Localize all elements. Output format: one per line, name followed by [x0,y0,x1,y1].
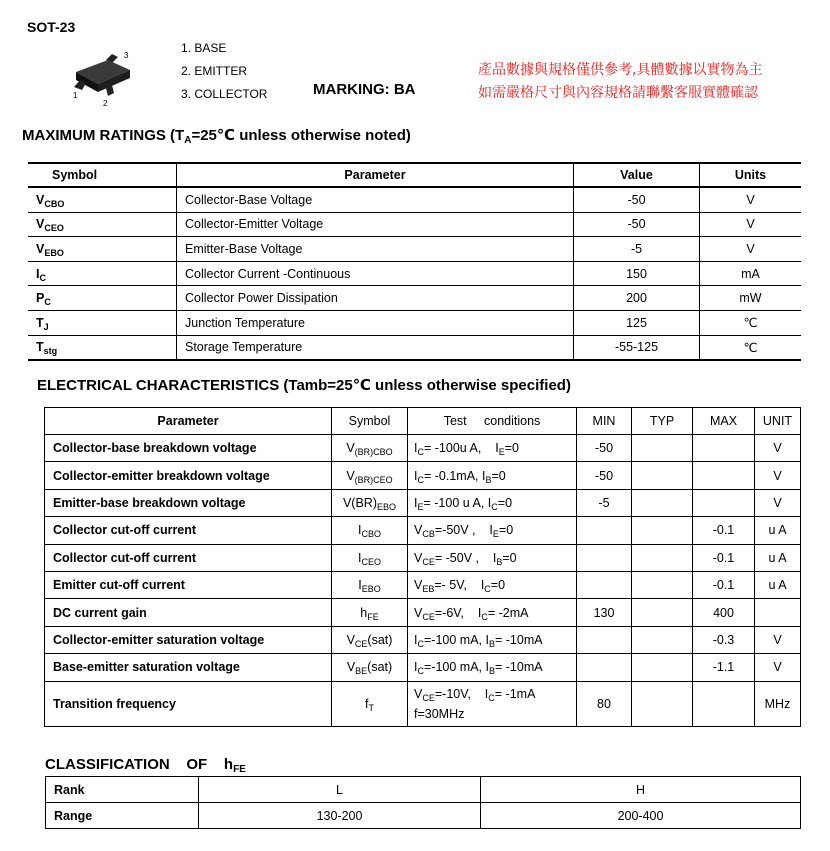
max-cell: -0.1 [693,517,755,544]
parameter-cell: Collector-Base Voltage [177,187,574,212]
cond-value: = -10mA [494,632,543,647]
unit-cell: V [700,187,802,212]
unit-cell: mA [700,261,802,286]
symbol-subscript: (BR)CEO [354,474,393,485]
table-row [28,212,801,237]
package-title: SOT-23 [27,19,76,35]
range-l: 130-200 [199,803,481,829]
symbol-cell [332,517,408,544]
unit-cell: V [755,489,801,516]
unit-cell: V [755,654,801,681]
symbol-text: V [36,192,45,207]
cond-value: =-6V, [434,605,478,620]
table-row [45,435,801,462]
symbol-text: f [365,696,369,711]
typ-cell [632,435,693,462]
parameter-cell: Base-emitter saturation voltage [45,654,332,681]
symbol-text: V [36,241,45,256]
value-cell: 125 [574,310,700,335]
symbol-cell [28,335,177,360]
parameter-cell: Transition frequency [45,681,332,726]
value-cell: -55-125 [574,335,700,360]
min-cell: -50 [577,435,632,462]
max-cell: -0.1 [693,544,755,571]
table-row [28,310,801,335]
table-row [28,261,801,286]
cond-subscript: C [481,611,488,622]
typ-cell [632,489,693,516]
symbol-cell [332,571,408,598]
pin-1-label: 1 [73,91,78,100]
cond-subscript: CE [422,611,435,622]
cond-subscript: CE [422,556,435,567]
parameter-cell: DC current gain [45,599,332,626]
symbol-text: h [360,605,368,620]
cond-value: = -50V , [434,550,493,565]
table-row [45,599,801,626]
symbol-subscript: stg [43,346,58,357]
header-symbol: Symbol [332,408,408,435]
parameter-cell: Emitter-base breakdown voltage [45,489,332,516]
symbol-subscript: CEO [361,556,381,567]
parameter-cell: Collector Current -Continuous [177,261,574,286]
max-ratings-body [28,187,801,360]
cond-symbol: I [489,523,493,538]
cond-subscript: C [491,501,498,512]
cond-value: =0 [504,441,519,456]
symbol-cell [332,462,408,489]
unit-cell: ℃ [700,310,802,335]
symbol-cell [332,654,408,681]
min-cell [577,544,632,571]
cond-symbol: V [414,550,423,565]
cond-symbol: V [414,605,423,620]
table-row [45,626,801,653]
table-row [28,237,801,262]
parameter-cell: Junction Temperature [177,310,574,335]
cond-symbol: I [485,660,489,675]
conditions-cell [408,626,577,653]
cond-subscript: E [417,501,424,512]
cond-value: =0 [490,578,506,593]
cond-value: =-100 mA, [423,660,486,675]
unit-cell: u A [755,544,801,571]
parameter-cell: Emitter cut-off current [45,571,332,598]
symbol-cell [332,681,408,726]
sot23-package-icon [68,46,148,108]
cond-subscript: E [492,529,499,540]
unit-cell: V [700,237,802,262]
symbol-text: V [346,660,356,675]
min-cell: -5 [577,489,632,516]
cond-value: =-10V, [434,686,485,701]
parameter-cell: Collector-base breakdown voltage [45,435,332,462]
symbol-cell [28,286,177,311]
unit-cell [755,599,801,626]
cond-value: = -0.1mA, [423,468,482,483]
header-typ: TYP [632,408,693,435]
cond-subscript: C [417,638,424,649]
symbol-cell [28,237,177,262]
max-cell [693,681,755,726]
symbol-text: V [346,468,355,483]
conditions-cell [408,517,577,544]
cond-symbol: I [495,441,499,456]
cond-value: =0 [491,468,506,483]
cond-symbol: I [414,468,418,483]
pin-3-label: 3 [124,51,129,60]
conditions-cell [408,489,577,516]
value-cell: -5 [574,237,700,262]
classification-title: CLASSIFICATION OF $h_{FE}$ [45,756,246,775]
symbol-text: I [358,550,362,565]
table-row [45,462,801,489]
typ-cell [632,544,693,571]
cond-value: =-50V , [434,523,490,538]
header-parameter: Parameter [45,408,332,435]
max-cell: -0.1 [693,571,755,598]
max-cell [693,435,755,462]
table-row [28,335,801,360]
typ-cell [632,571,693,598]
cond-symbol: I [414,441,418,456]
table-row [28,286,801,311]
min-cell [577,654,632,681]
header-value: Value [574,163,700,187]
cond-subscript: B [496,556,503,567]
symbol-cell [332,626,408,653]
table-header-row [28,163,801,187]
symbol-subscript: CE [354,638,368,649]
range-h: 200-400 [481,803,801,829]
pin-1-desc: 1. BASE [181,41,227,55]
cond-symbol: I [480,578,485,593]
table-row [45,571,801,598]
symbol-subscript: CBO [361,529,381,540]
header-max: MAX [693,408,755,435]
symbol-text: T [36,315,44,330]
table-row [45,654,801,681]
typ-cell [632,517,693,544]
conditions-line-1 [414,684,576,704]
typ-cell [632,681,693,726]
cond-subscript: E [498,447,505,458]
parameter-cell: Storage Temperature [177,335,574,360]
cond-value: =- 5V, [434,578,481,593]
electrical-body [45,435,801,727]
max-ratings-title: MAXIMUM RATINGS ($T_A=25℃$ unless otherwise noted) [22,127,411,146]
unit-cell: ℃ [743,340,758,355]
cond-symbol: I [414,495,418,510]
unit-cell: u A [755,517,801,544]
table-row [46,777,801,803]
cond-subscript: B [485,474,492,485]
max-cell [693,462,755,489]
range-label: Range [46,803,199,829]
symbol-subscript: EBO [361,584,381,595]
cond-symbol: I [482,468,486,483]
value-cell: -50 [574,187,700,212]
symbol-text: I [358,578,362,593]
typ-cell [632,599,693,626]
cond-subscript: B [488,638,495,649]
min-cell: 80 [577,681,632,726]
cond-symbol: I [414,660,418,675]
cond-value: = -1mA [494,686,536,701]
rank-h: H [481,777,801,803]
table-row [28,187,801,212]
conditions-cell [408,654,577,681]
symbol-text: V [346,632,355,647]
symbol-subscript: CEO [44,223,64,234]
cond-subscript: B [488,666,495,677]
symbol-text: I [358,523,362,538]
cond-symbol: I [487,495,492,510]
typ-cell [632,654,693,681]
unit-cell: V [755,462,801,489]
cond-subscript: C [488,692,495,703]
pin-list [181,37,267,106]
symbol-cell [28,310,177,335]
symbol-cell [332,544,408,571]
parameter-cell: Collector-Emitter Voltage [177,212,574,237]
min-cell: 130 [577,599,632,626]
header-test-conditions: Test conditions [408,408,577,435]
min-cell [577,571,632,598]
parameter-cell: Emitter-Base Voltage [177,237,574,262]
conditions-cell [408,571,577,598]
symbol-text: V [36,217,45,232]
pin-2-label: 2 [103,99,108,108]
symbol-text: T [36,340,44,355]
symbol-subscript: (BR)CBO [354,447,393,458]
typ-cell [632,462,693,489]
symbol-cell [28,212,177,237]
value-cell: 200 [574,286,700,311]
parameter-cell: Collector-emitter breakdown voltage [45,462,332,489]
cond-value: =-100 mA, [423,632,486,647]
rank-l: L [199,777,481,803]
symbol-subscript: FE [367,611,379,622]
table-row [46,803,801,829]
cond-value: = -100u A, [423,441,496,456]
max-cell [693,489,755,516]
conditions-cell [408,435,577,462]
header-units: Units [700,163,802,187]
symbol-text: V(BR) [342,495,377,510]
min-cell [577,517,632,544]
typ-cell [632,626,693,653]
rank-label: Rank [46,777,199,803]
min-cell: -50 [577,462,632,489]
header-symbol: Symbol [28,163,177,187]
value-cell: 150 [574,261,700,286]
symbol-suffix: (sat) [367,632,393,647]
conditions-cell [408,599,577,626]
cond-subscript: CE [422,692,435,703]
table-row [45,544,801,571]
unit-cell: u A [755,571,801,598]
symbol-subscript: CBO [44,198,65,209]
symbol-subscript: T [368,702,374,713]
unit-cell: MHz [755,681,801,726]
symbol-text: I [36,266,40,281]
cond-subscript: C [417,447,424,458]
header-unit: UNIT [755,408,801,435]
cond-value: = -10mA [494,660,543,675]
cond-value: =0 [498,523,514,538]
table-row [45,681,801,726]
cond-value: = -2mA [487,605,529,620]
cond-value: = -100 u A, [423,495,488,510]
parameter-cell: Collector cut-off current [45,517,332,544]
table-row [45,517,801,544]
pin-3-desc: 3. COLLECTOR [181,87,268,101]
cond-symbol: I [484,686,489,701]
unit-cell: V [755,626,801,653]
symbol-subscript: J [43,321,49,332]
electrical-title: ELECTRICAL CHARACTERISTICS (Tamb=25℃ unless otherwise specified) [37,377,571,394]
symbol-subscript: BE [355,666,368,677]
cond-symbol: I [485,632,489,647]
symbol-cell [332,599,408,626]
symbol-text: V [346,441,355,456]
symbol-cell [332,435,408,462]
symbol-cell [28,261,177,286]
pin-2-desc: 2. EMITTER [181,64,248,78]
notice-text [478,59,762,105]
unit-cell: mW [700,286,802,311]
symbol-cell [332,489,408,516]
classification-table [45,776,801,829]
table-header-row [45,408,801,435]
min-cell [577,626,632,653]
cond-symbol: I [492,550,497,565]
cond-value: =0 [502,550,517,565]
electrical-table [44,407,801,727]
symbol-subscript: EBO [44,247,64,258]
conditions-cell [408,681,577,726]
max-cell: 400 [693,599,755,626]
conditions-cell [408,462,577,489]
notice-line-1: 產品數據與規格僅供參考,具體數據以實物為主 [478,62,763,78]
cond-subscript: C [417,666,424,677]
unit-cell: V [700,212,802,237]
cond-symbol: V [414,686,423,701]
symbol-subscript: EBO [377,501,397,512]
cond-symbol: I [414,632,418,647]
parameter-cell: Collector-emitter saturation voltage [45,626,332,653]
table-row [45,489,801,516]
max-cell: -0.3 [693,626,755,653]
parameter-cell: Collector Power Dissipation [177,286,574,311]
unit-cell: V [755,435,801,462]
value-cell: -50 [574,212,700,237]
marking-label: MARKING: BA [313,81,416,98]
header-min: MIN [577,408,632,435]
conditions-cell [408,544,577,571]
cond-symbol: V [414,523,423,538]
symbol-cell [28,187,177,212]
parameter-cell: Collector cut-off current [45,544,332,571]
cond-subscript: C [417,474,424,485]
cond-symbol: V [414,578,423,593]
cond-subscript: CB [422,529,435,540]
notice-line-2: 如需嚴格尺寸與內容規格請聯繫客服實體確認 [478,85,758,101]
header-parameter: Parameter [177,163,574,187]
symbol-text: P [36,291,45,306]
symbol-subscript: C [44,297,51,308]
max-cell: -1.1 [693,654,755,681]
max-ratings-table [28,162,801,361]
cond-subscript: C [484,584,491,595]
symbol-suffix: (sat) [367,660,393,675]
cond-subscript: EB [422,584,435,595]
cond-value: =0 [497,495,513,510]
symbol-subscript: C [39,272,46,283]
cond-symbol: I [477,605,482,620]
conditions-line-2: f=30MHz [414,706,465,721]
